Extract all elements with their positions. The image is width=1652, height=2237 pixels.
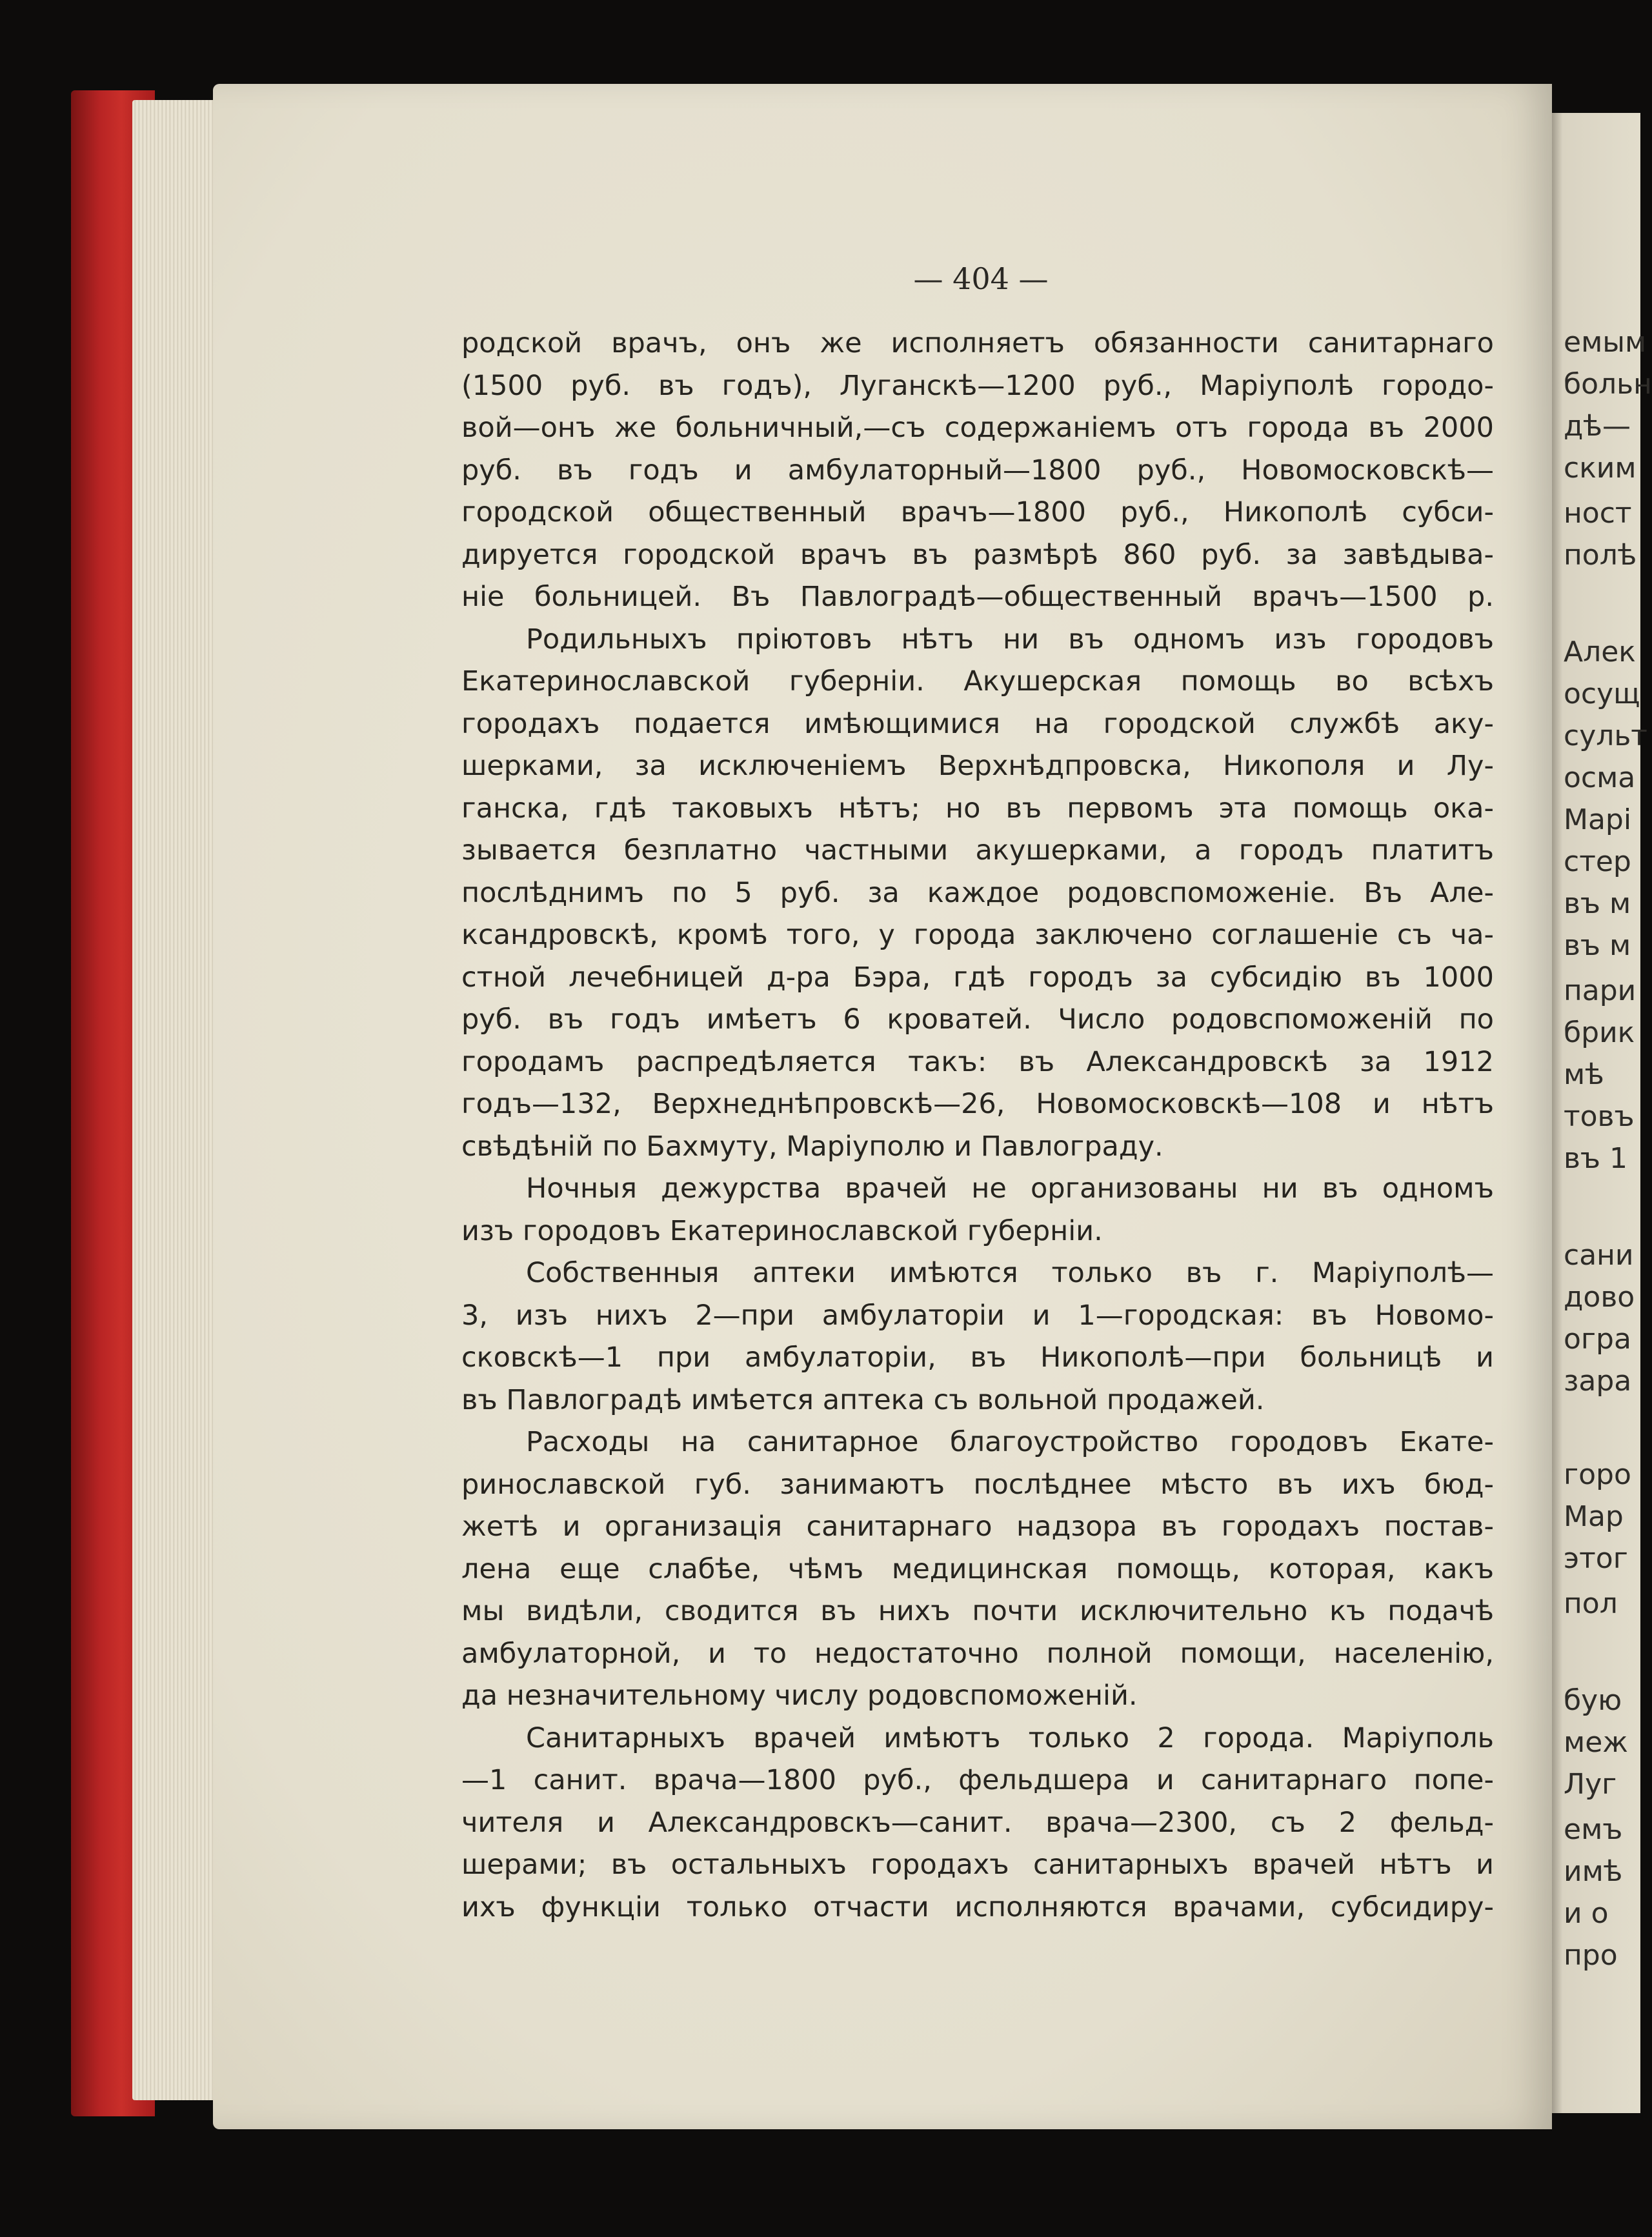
text-line: Собственныя аптеки имѣются только въ г. Маріуполѣ— — [526, 1257, 1494, 1289]
text-line: мы видѣли, сводится въ нихъ почти исключительно къ подачѣ — [461, 1595, 1494, 1627]
right-page-line: Алек — [1564, 636, 1636, 668]
text-line: Санитарныхъ врачей имѣютъ только 2 города. Маріуполь — [526, 1721, 1494, 1754]
right-page-line: сани — [1564, 1239, 1634, 1272]
right-page-line: Мар — [1564, 1500, 1624, 1533]
right-page-line: больн — [1564, 368, 1652, 401]
text-line: изъ городовъ Екатеринославской губерніи. — [461, 1214, 1103, 1247]
right-page-line: въ 1 — [1564, 1142, 1627, 1175]
right-page-line: сульт — [1564, 719, 1647, 752]
right-page-line: емым — [1564, 326, 1647, 359]
text-line: дируется городской врачъ въ размѣрѣ 860 руб. за завѣдыва- — [461, 538, 1494, 571]
right-page-line: про — [1564, 1939, 1618, 1972]
text-line: стной лечебницей д-ра Бэра, гдѣ городъ за субсидію въ 1000 — [461, 961, 1494, 994]
text-line: —1 санит. врача—1800 руб., фельдшера и санитарнаго попе- — [461, 1764, 1494, 1796]
text-line: городахъ подается имѣющимися на городской службѣ аку- — [461, 707, 1494, 740]
text-line: въ Павлоградѣ имѣется аптека съ вольной продажей. — [461, 1383, 1265, 1416]
right-page-line: пол — [1564, 1587, 1618, 1620]
text-line: свѣдѣній по Бахмуту, Маріуполю и Павлограду. — [461, 1130, 1163, 1163]
right-page-line: огра — [1564, 1323, 1631, 1356]
right-page-line: брик — [1564, 1016, 1635, 1049]
right-page-line: въ м — [1564, 887, 1631, 920]
text-line: 3, изъ нихъ 2—при амбулаторіи и 1—городская: въ Новомо- — [461, 1299, 1494, 1332]
text-line: руб. въ годъ и амбулаторный—1800 руб., Новомосковскѣ— — [461, 454, 1494, 487]
text-line: ніе больницей. Въ Павлоградѣ—общественный врачъ—1500 р. — [461, 581, 1494, 613]
text-line: чителя и Александровскъ—санит. врача—2300, съ 2 фельд- — [461, 1806, 1494, 1839]
text-line: городамъ распредѣляется такъ: въ Александровскѣ за 1912 — [461, 1045, 1494, 1078]
right-page-line: ским — [1564, 452, 1637, 485]
text-line: (1500 руб. въ годъ), Луганскѣ—1200 руб., Маріуполѣ городо- — [461, 369, 1494, 402]
text-line: ихъ функціи только отчасти исполняются врачами, субсидиру- — [461, 1891, 1494, 1923]
text-line: Родильныхъ пріютовъ нѣтъ ни въ одномъ изъ городовъ — [526, 623, 1494, 656]
text-line: Ночныя дежурства врачей не организованы ни въ одномъ — [526, 1172, 1494, 1205]
text-line: шерками, за исключеніемъ Верхнѣдпровска, Никополя и Лу- — [461, 750, 1494, 782]
right-page-line: дово — [1564, 1281, 1635, 1314]
text-line: зывается безплатно частными акушерками, а городъ платитъ — [461, 834, 1494, 867]
text-line: Расходы на санитарное благоустройство городовъ Екате- — [526, 1426, 1494, 1458]
right-page-fragment — [1552, 113, 1652, 2113]
right-page-line: Луг — [1564, 1768, 1617, 1801]
right-page-line: бую — [1564, 1684, 1622, 1717]
text-line: лена еще слабѣе, чѣмъ медицинская помощь, которая, какъ — [461, 1552, 1494, 1585]
text-line: сковскѣ—1 при амбулаторіи, въ Никополѣ—при больницѣ и — [461, 1341, 1494, 1374]
text-line: амбулаторной, и то недостаточно полной помощи, населенію, — [461, 1637, 1494, 1670]
text-line: послѣднимъ по 5 руб. за каждое родовспоможеніе. Въ Але- — [461, 876, 1494, 909]
right-page-line: Марі — [1564, 803, 1632, 836]
right-page-line: ност — [1564, 497, 1632, 530]
text-line: Екатеринославской губерніи. Акушерская помощь во всѣхъ — [461, 665, 1494, 697]
text-line: годъ—132, Верхнеднѣпровскѣ—26, Новомосковскѣ—108 и нѣтъ — [461, 1088, 1494, 1120]
right-page-line: меж — [1564, 1726, 1628, 1759]
right-page-line: и о — [1564, 1897, 1609, 1930]
right-page-line: имѣ — [1564, 1855, 1623, 1888]
right-page-line: этог — [1564, 1542, 1628, 1575]
text-line: руб. въ годъ имѣетъ 6 кроватей. Число родовспоможеній по — [461, 1003, 1494, 1036]
text-line: ринославской губ. занимаютъ послѣднее мѣсто въ ихъ бюд- — [461, 1468, 1494, 1501]
right-page-line: зара — [1564, 1365, 1632, 1398]
right-page-line: емъ — [1564, 1813, 1623, 1846]
right-page-line: пари — [1564, 974, 1637, 1007]
text-line: ганска, гдѣ таковыхъ нѣтъ; но въ первомъ эта помощь ока- — [461, 792, 1494, 825]
text-line: городской общественный врачъ—1800 руб., Никополѣ субси- — [461, 496, 1494, 528]
right-page-line: въ м — [1564, 929, 1631, 962]
text-line: вой—онъ же больничный,—съ содержаніемъ отъ города въ 2000 — [461, 412, 1494, 444]
right-page-line: горо — [1564, 1458, 1631, 1491]
right-page-line: осма — [1564, 761, 1636, 794]
text-line: жетѣ и организація санитарнаго надзора въ городахъ постав- — [461, 1510, 1494, 1543]
text-line: шерами; въ остальныхъ городахъ санитарныхъ врачей нѣтъ и — [461, 1849, 1494, 1881]
right-page-line: мѣ — [1564, 1058, 1604, 1091]
body-text — [461, 323, 1494, 1929]
right-page-line: стер — [1564, 845, 1631, 878]
text-line: да незначительному числу родовспоможеній. — [461, 1680, 1138, 1712]
text-line: ксандровскѣ, кромѣ того, у города заключено соглашеніе съ ча- — [461, 919, 1494, 951]
right-page-line: дѣ— — [1564, 410, 1631, 443]
right-page-line: полѣ — [1564, 539, 1637, 572]
text-line: родской врачъ, онъ же исполняетъ обязанности санитарнаго — [461, 327, 1494, 359]
page-number: — 404 — — [913, 261, 1049, 296]
right-page-line: осущ — [1564, 677, 1640, 710]
right-page-line: товъ — [1564, 1100, 1635, 1133]
